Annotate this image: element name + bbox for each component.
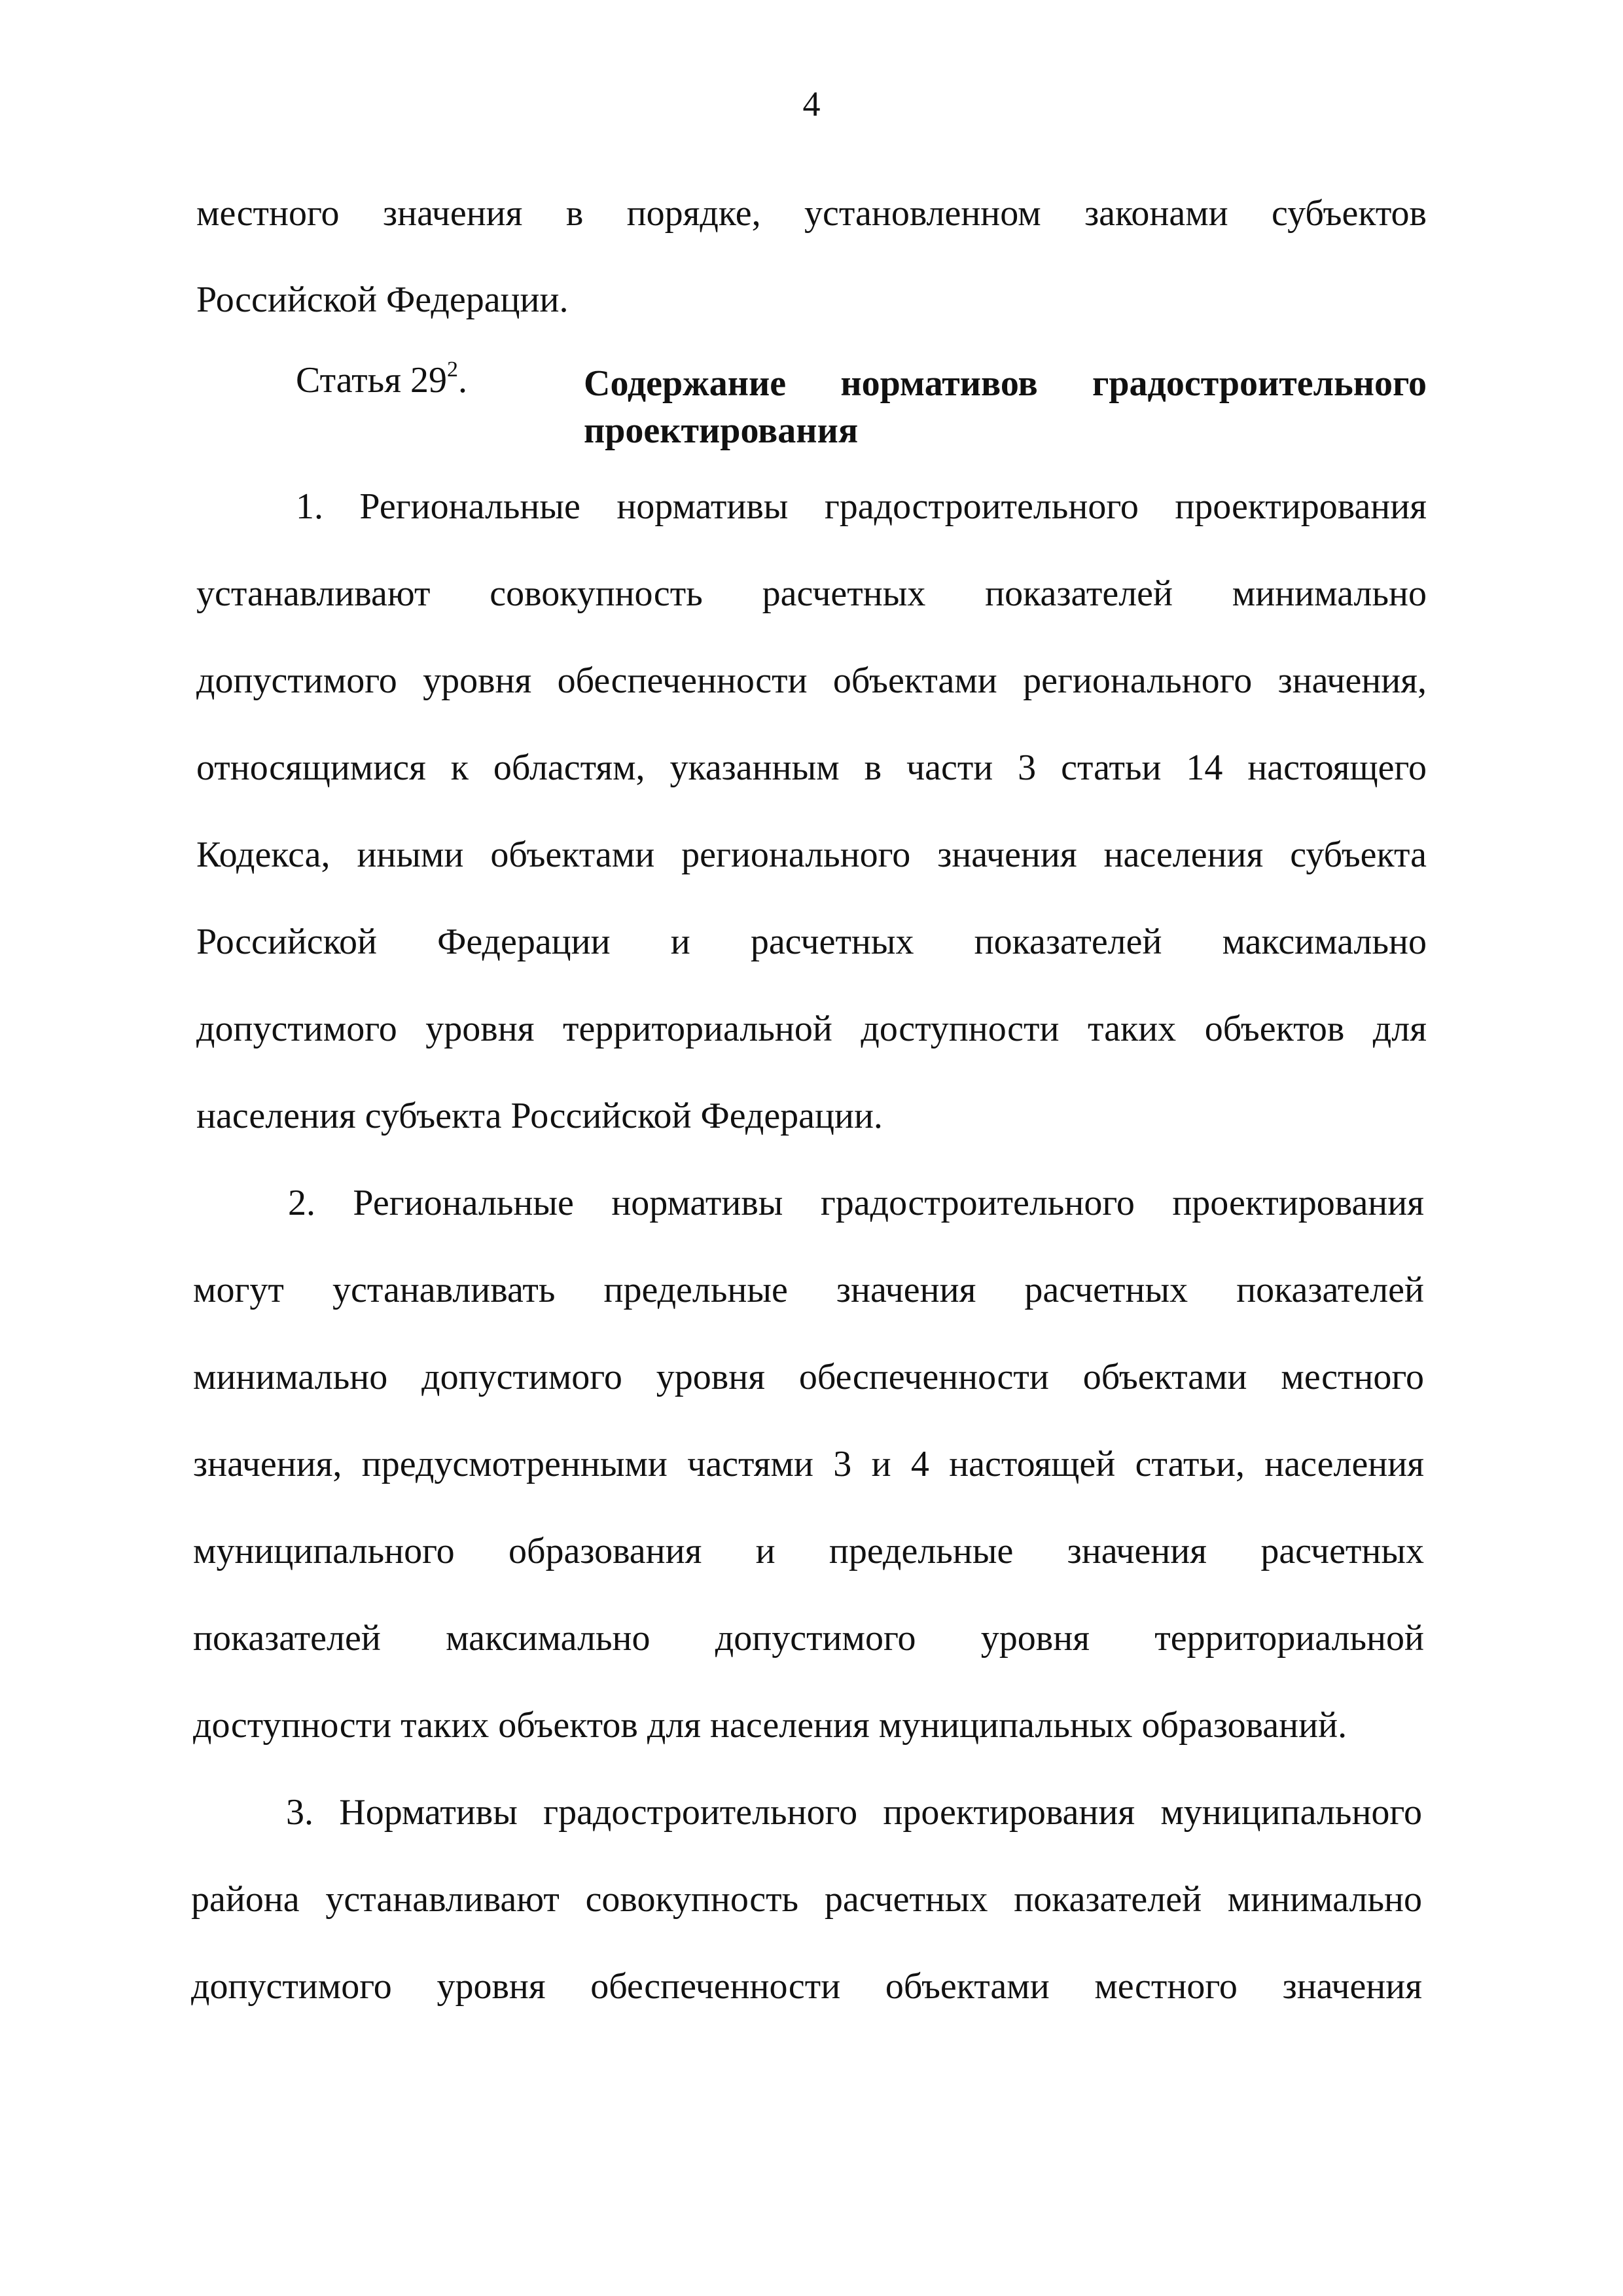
paragraph-line: допустимого уровня обеспеченности объектами местного значения (191, 1966, 1422, 2007)
paragraph-line: доступности таких объектов для населения муниципальных образований. (193, 1705, 1347, 1746)
paragraph-line: 2. Региональные нормативы градостроительного проектирования (288, 1183, 1424, 1223)
article-title-line: проектирования (584, 410, 859, 451)
paragraph-line: Российской Федерации и расчетных показателей максимально (196, 922, 1427, 962)
page-number: 4 (802, 84, 821, 124)
article-label (296, 357, 467, 401)
article-number: Статья 29 (296, 360, 447, 401)
paragraph-line: значения, предусмотренными частями 3 и 4 настоящей статьи, населения (193, 1444, 1424, 1484)
article-superscript: 2 (446, 357, 458, 382)
paragraph-line: относящимися к областям, указанным в части 3 статьи 14 настоящего (196, 747, 1427, 788)
paragraph-line: муниципального образования и предельные значения расчетных (193, 1531, 1424, 1571)
paragraph-line: допустимого уровня обеспеченности объектами регионального значения, (196, 660, 1427, 701)
paragraph-line: Кодекса, иными объектами регионального значения населения субъекта (196, 834, 1427, 875)
paragraph-line: показателей максимально допустимого уровня территориальной (193, 1618, 1424, 1659)
paragraph-line: района устанавливают совокупность расчетных показателей минимально (191, 1879, 1422, 1920)
article-title-line: Содержание нормативов градостроительного (584, 363, 1427, 404)
text-line: Российской Федерации. (196, 279, 569, 320)
paragraph-line: могут устанавливать предельные значения расчетных показателей (193, 1270, 1424, 1310)
paragraph-line: устанавливают совокупность расчетных показателей минимально (196, 573, 1427, 614)
paragraph-line: минимально допустимого уровня обеспеченности объектами местного (193, 1357, 1424, 1397)
paragraph-line: 1. Региональные нормативы градостроительного проектирования (296, 486, 1427, 527)
paragraph-line: населения субъекта Российской Федерации. (196, 1096, 883, 1136)
paragraph-line: 3. Нормативы градостроительного проектирования муниципального (286, 1792, 1422, 1833)
text-line: местного значения в порядке, установленном законами субъектов (196, 193, 1427, 234)
article-label-suffix: . (457, 360, 467, 401)
paragraph-line: допустимого уровня территориальной доступности таких объектов для (196, 1009, 1427, 1049)
